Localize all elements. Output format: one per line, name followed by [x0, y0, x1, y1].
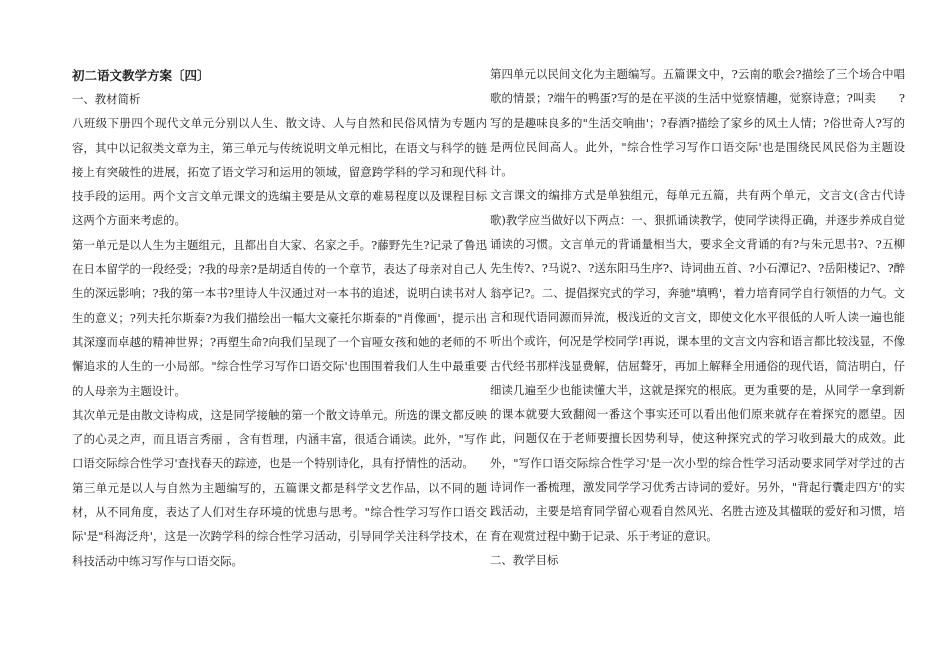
paragraph-unit-three: 第三单元是以人与自然为主题编写的，五篇课文都是科学文艺作品，以不同的题材，从不同角度，表达了人们对生存环境的忧患与思考。"综合性学习写作口语交际'是"科海泛舟'，这是一次跨学科的综合性学习活动，引导同学关注科学技术，在科技活动中练习写作与口语交际。	[72, 480, 487, 568]
section-heading-teaching-goals: 二、教学目标	[490, 552, 559, 567]
paragraph-classical-chinese: 文言课文的编排方式是单独组元，每单元五篇，共有两个单元，文言文(含古代诗歌)教学应当做好以下两点：一、狠抓诵读教学，使同学读得正确，并逐步养成自觉诵读的习惯。文言单元的背诵量相当大，要求全文背诵的有?与朱元思书?、?五柳先生传?、?马说?、?送东阳马生序?、诗词曲五首、?小石潭记?、?岳阳楼记?、?醉翁亭记?。二、提倡探究式的学习，奔驰"填鸭'，着力培育同学自行领悟的力气。文言和现代语同源而异流，极浅近的文言文，即使文化水平很低的人听人读一遍也能听出个或许，何况是学校同学!再说，课本里的文言文内容和语言都比较浅显，不像古代经书那样浅显费解，佶屈聱牙，再加上解释全用通俗的现代语，简洁明白，仔细读几遍至少也能读懂大半，这就是探究的根底。更为重要的是，从同学一拿到新的课本就要大致翻阅一番这个事实还可以看出他们原来就存在着探究的愿望。因此，问题仅在于老师要擅长因势利导，使这种探究式的学习收到最大的成效。此外，"写作口语交际综合性学习'是一次小型的综合性学习活动要求同学对学过的古诗词作一番梳理，激发同学学习优秀古诗词的爱好。另外，"背起行囊走四方'的实践活动，主要是培育同学留心观看自然风光、名胜古迹及其楹联的爱好和习惯，培育在观赏过程中勤于记录、乐于考证的意识。	[490, 188, 905, 543]
paragraph-unit-two: 其次单元是由散文诗构成，这是同学接触的第一个散文诗单元。所选的课文都反映了的心灵之声，而且语言秀丽 ，含有哲理，内涵丰富，很适合诵读。此外，"写作口语交际综合性学习'查找春天的踪迹，也是一个特别诗化，具有抒情性的活动。	[72, 407, 487, 471]
section-heading-textbook-analysis: 一、教材简析	[72, 92, 141, 106]
right-column	[490, 62, 905, 572]
paragraph-unit-four: 第四单元以民间文化为主题编写。五篇课文中，?云南的歌会?描绘了三个场合中唱歌的情景；?端午的鸭蛋?写的是在平淡的生活中觉察情趣，觉察诗意；?叫卖 ?写的是趣味良多的"生活交响曲'；?春酒?描绘了家乡的风土人情；?俗世奇人?写的是两位民间高人。此外，"综合性学习写作口语交际'也是围绕民风民俗为主题设计。	[490, 67, 905, 179]
paragraph-unit-one: 第一单元是以人生为主题组元，且都出自大家、名家之手。?藤野先生?记录了鲁迅在日本留学的一段经受；?我的母亲?是胡适自传的一个章节，表达了母亲对自己人生的深远影响；?我的第一本书?里诗人牛汉通过对一本书的追述，说明白读书对人生的意义；?列夫托尔斯泰?为我们描绘出一幅大文豪托尔斯泰的"肖像画'，提示出其深邃而卓越的精神世界；?再塑生命?向我们呈现了一个盲哑女孩和她的老师的不懈追求的人生的一小局部。"综合性学习写作口语交际'也围围着我们人生中最重要的人母亲为主题设计。	[72, 237, 487, 398]
left-column	[72, 64, 487, 573]
document-title: 初二语文教学方案〔四〕	[72, 68, 210, 83]
paragraph-overview: 八班级下册四个现代文单元分别以人生、散文诗、人与自然和民俗风情为专题内容，其中以记叙类文章为主，第三单元与传统说明文单元相比，在语文与科学的链接上有突破性的进展，拓宽了语文学习和运用的领域，留意跨学科的学习和现代科技手段的运用。两个文言文单元课文的选编主要是从文章的难易程度以及课程目标这两个方面来考虑的。	[72, 116, 487, 228]
